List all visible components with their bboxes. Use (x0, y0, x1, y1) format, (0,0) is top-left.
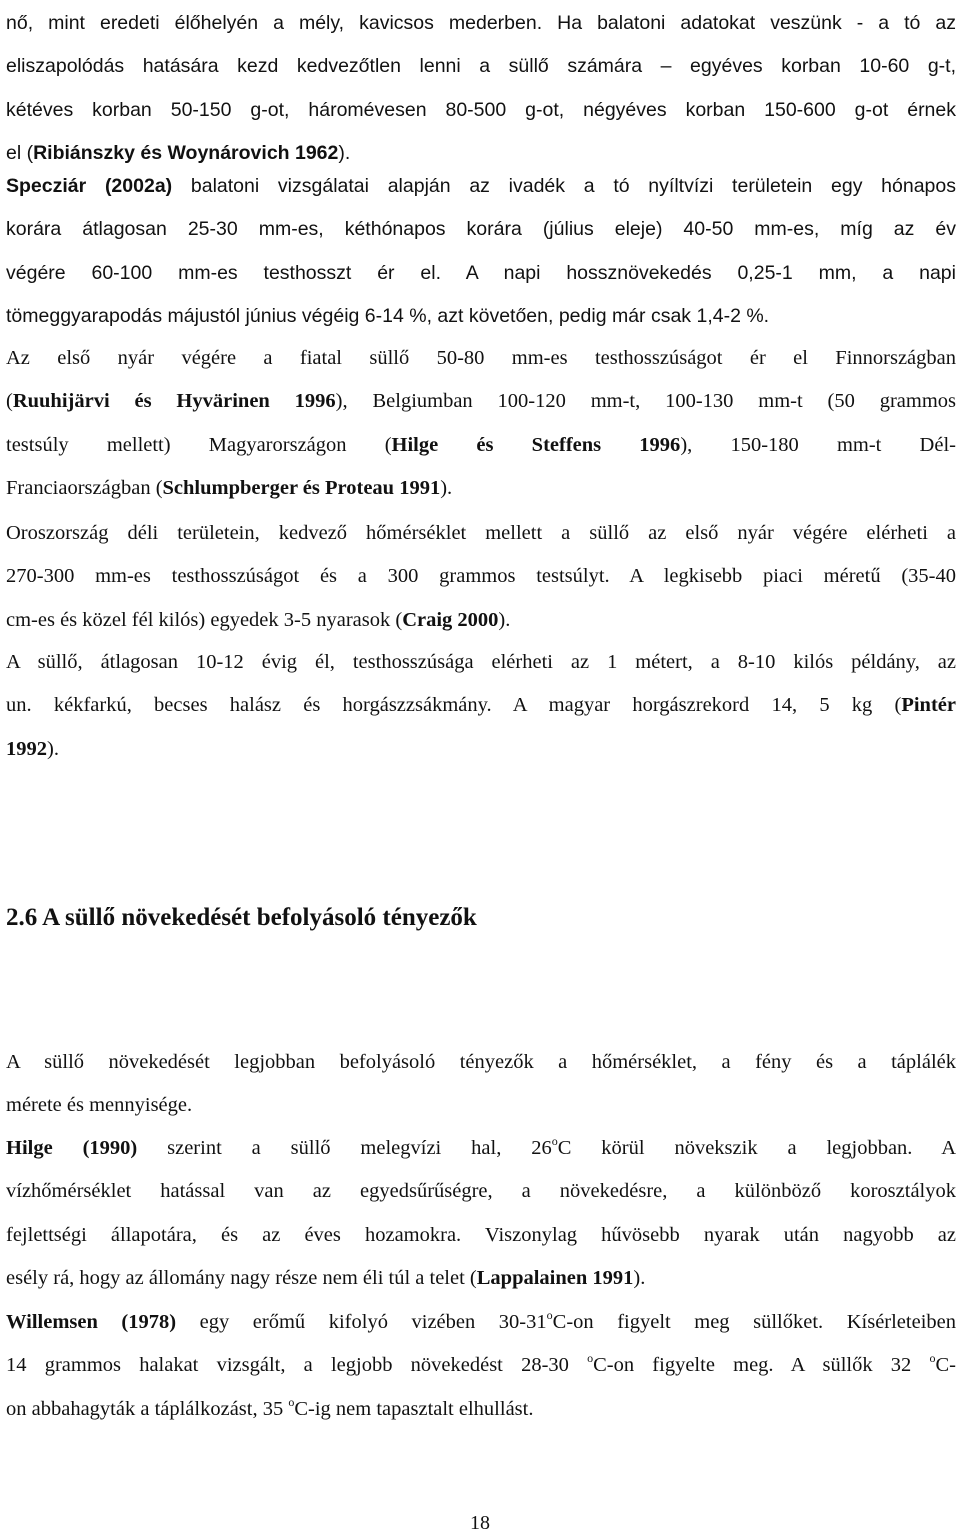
paragraph-lifespan (6, 641, 956, 771)
text-line: on abbahagyták a táplálkozást, 35 $^o$C-ig nem tapasztalt elhullást. (6, 1394, 534, 1420)
citation: Specziár (2002a) (6, 175, 173, 197)
citation: Willemsen (1978) (6, 1311, 177, 1333)
paragraph-russia (6, 512, 956, 642)
text-line: kétéves korban 50-150 g-ot, háromévesen 80-500 g-ot, négyéves korban 150-600 g-ot érnek (6, 98, 956, 121)
section-heading: 2.6 A süllő növekedését befolyásoló tényezők (6, 904, 477, 931)
text-line: 14 grammos halakat vizsgált, a legjobb növekedést 28-30 $^o$C-on figyelte meg. A süllők 32 $^o$C- (6, 1351, 956, 1377)
text-line: esély rá, hogy az állomány nagy része nem éli túl a telet (Lappalainen 1991). (6, 1267, 646, 1290)
text-line: végére 60-100 mm-es testhosszt ér el. A napi hossznövekedés 0,25-1 mm, a napi (6, 261, 956, 284)
text-line: Willemsen (1978) egy erőmű kifolyó vizében 30-31$^o$C-on figyelt meg süllőket. Kísérleteiben (6, 1308, 956, 1333)
paragraph-specziar (6, 165, 956, 339)
citation: Pintér (901, 694, 956, 717)
citation: Craig 2000 (402, 608, 499, 631)
text-line: el (Ribiánszky és Woynárovich 1962). (6, 142, 351, 165)
text-line: vízhőmérséklet hatással van az egyedsűrűségre, a növekedésre, a különböző korosztályok (6, 1180, 956, 1203)
text-line: nő, mint eredeti élőhelyén a mély, kavicsos mederben. Ha balatoni adatokat veszünk - a tó az (6, 12, 956, 34)
paragraph-hilge (6, 1127, 956, 1301)
citation: Ruuhijärvi és Hyvärinen 1996 (12, 390, 336, 413)
paragraph-willemsen (6, 1301, 956, 1431)
text-line: Oroszország déli területein, kedvező hőmérséklet mellett a süllő az első nyár végére elérheti a (6, 522, 956, 544)
citation: 1992 (6, 737, 47, 760)
text-line: Specziár (2002a) balatoni vizsgálatai alapján az ivadék a tó nyíltvízi területein egy hónapos (6, 175, 956, 197)
text-line: tömeggyarapodás májustól június végéig 6-14 %, azt követően, pedig már csak 1,4-2 %. (6, 305, 770, 328)
text-line: (Ruuhijärvi és Hyvärinen 1996), Belgiumban 100-120 mm-t, 100-130 mm-t (50 grammos (6, 390, 956, 413)
text-line: A süllő, átlagosan 10-12 évig él, testhosszúsága elérheti az 1 métert, a 8-10 kilós példány, az (6, 651, 956, 673)
page-number: 18 (470, 1512, 490, 1534)
text-line: cm-es és közel fél kilós) egyedek 3-5 nyarasok (Craig 2000). (6, 608, 511, 631)
text-line: un. kékfarkú, becses halász és horgászzsákmány. A magyar horgászrekord 14, 5 kg (Pintér (6, 694, 956, 717)
text-line: testsúly mellett) Magyarországon (Hilge és Steffens 1996), 150-180 mm-t Dél- (6, 433, 956, 456)
citation: Ribiánszky és Woynárovich 1962 (33, 142, 339, 165)
text-line: korára átlagosan 25-30 mm-es, kéthónapos korára (július eleje) 40-50 mm-es, míg az év (6, 218, 956, 241)
citation: Hilge (1990) (6, 1137, 138, 1159)
text-line: Az első nyár végére a fiatal süllő 50-80 mm-es testhosszúságot ér el Finnországban (6, 347, 956, 369)
citation: Hilge és Steffens 1996 (391, 433, 681, 456)
citation: Schlumpberger és Proteau 1991 (162, 477, 441, 500)
paragraph-first-summer (6, 337, 956, 511)
text-line: A süllő növekedését legjobban befolyásoló tényezők a hőmérséklet, a fény és a táplálék (6, 1051, 956, 1073)
text-line: 270-300 mm-es testhosszúságot és a 300 grammos testsúlyt. A legkisebb piaci méretű (35-40 (6, 565, 956, 588)
citation: Lappalainen 1991 (476, 1267, 634, 1290)
text-line: 1992). (6, 737, 59, 760)
paragraph-growth-balaton (6, 2, 956, 176)
text-line: mérete és mennyisége. (6, 1094, 193, 1117)
text-line: fejlettségi állapotára, és az éves hozamokra. Viszonylag hűvösebb nyarak után nagyobb az (6, 1223, 956, 1246)
text-line: Hilge (1990) szerint a süllő melegvízi hal, 26$^o$C körül növekszik a legjobban. A (6, 1134, 956, 1159)
text-line: eliszapolódás hatására kezd kedvezőtlen lenni a süllő számára – egyéves korban 10-60 g-t, (6, 55, 956, 78)
paragraph-factors (6, 1041, 956, 1128)
text-line: Franciaországban (Schlumpberger és Proteau 1991). (6, 477, 453, 500)
